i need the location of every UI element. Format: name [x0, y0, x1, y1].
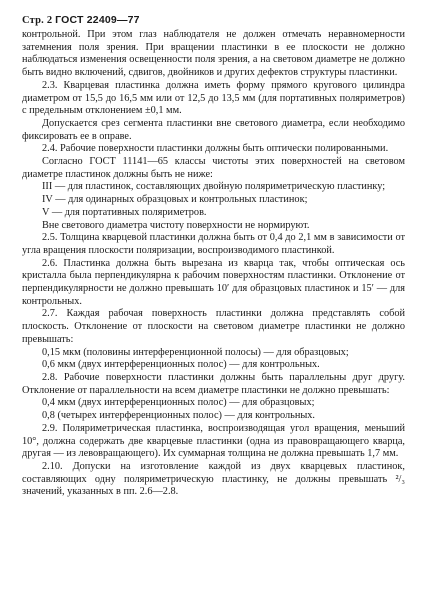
- paragraph: 0,8 (четырех интерференционных полос) — для контрольных.: [42, 410, 315, 422]
- paragraph: 0,4 мкм (двух интерференционных полос) — для образцовых;: [42, 397, 315, 409]
- paragraph: 0,15 мкм (половины интерференционной полосы) — для образцовых;: [42, 346, 349, 358]
- paragraph: 2.7. Каждая рабочая поверхность пластинки должна представлять собой плоскость. Отклонение от плоскости на световом диаметре пластинки не должно превышать:: [22, 308, 405, 345]
- paragraph: Вне светового диаметра чистоту поверхности не нормируют.: [42, 219, 310, 231]
- paragraph: контрольной. При этом глаз наблюдателя не должен отмечать неравномерности затемнения поля зрения. При вращении пластинки в ее плоскости не должно наблюдаться изменения освещенности поля зрения, а на световом диаметре не должно быть видно включений, сдвигов, двойников и других дефектов структуры пластинки.: [22, 29, 405, 79]
- paragraph: Допускается срез сегмента пластинки вне светового диаметра, если необходимо фиксировать ее в оправе.: [22, 117, 405, 142]
- paragraph: 2.8. Рабочие поверхности пластинки должны быть параллельны друг другу. Отклонение от параллельности на всем диаметре пластинки не должно превышать:: [22, 371, 405, 396]
- document-body: [22, 29, 405, 499]
- paragraph: 0,6 мкм (двух интерференционных полос) — для контрольных.: [42, 359, 320, 371]
- paragraph: III — для пластинок, составляющих двойную поляриметрическую пластинку;: [42, 181, 386, 193]
- standard-number: ГОСТ 22409—77: [55, 14, 140, 26]
- paragraph: 2.6. Пластинка должна быть вырезана из кварца так, чтобы оптическая ось кристалла была перпендикулярна к рабочим поверхностям пластинки. Отклонение от перпендикулярности не должно превышать 10′ для образцовых пластинок и 15′ — для контрольных.: [22, 257, 405, 307]
- paragraph: 2.4. Рабочие поверхности пластинки должны быть оптически полированными.: [42, 143, 389, 155]
- page-header: [22, 14, 405, 26]
- paragraph: 2.9. Поляриметрическая пластинка, воспроизводящая угол вращения, меньший 10°, должна содержать две кварцевые пластинки (одна из правовращающего кварца, другая — из левовращающего). Их суммарная толщина не должна превышать 1,7 мм.: [22, 422, 405, 460]
- page-label: Стр. 2: [22, 15, 53, 26]
- paragraph: Согласно ГОСТ 11141—65 классы чистоты этих поверхностей на световом диаметре пластинок должны быть не ниже:: [22, 156, 405, 180]
- paragraph: 2.5. Толщина кварцевой пластинки должна быть от 0,4 до 2,1 мм в зависимости от угла вращения плоскости поляризации, воспроизводимого пластинкой.: [22, 232, 405, 256]
- paragraph: V — для портативных поляриметров.: [42, 206, 207, 218]
- paragraph: 2.3. Кварцевая пластинка должна иметь форму прямого кругового цилиндра диаметром от 15,5 до 16,5 мм или от 12,5 до 13,5 мм (для портативных поляриметров) с предельным отклонением ±0,1 мм.: [22, 79, 405, 117]
- paragraph: 2.10. Допуски на изготовление каждой из двух кварцевых пластинок, составляющих одну поляриметрическую пластинку, не должны превышать ²/₃ значений, указанных в пп. 2.6—2.8.: [22, 460, 405, 498]
- paragraph: IV — для одинарных образцовых и контрольных пластинок;: [42, 194, 308, 206]
